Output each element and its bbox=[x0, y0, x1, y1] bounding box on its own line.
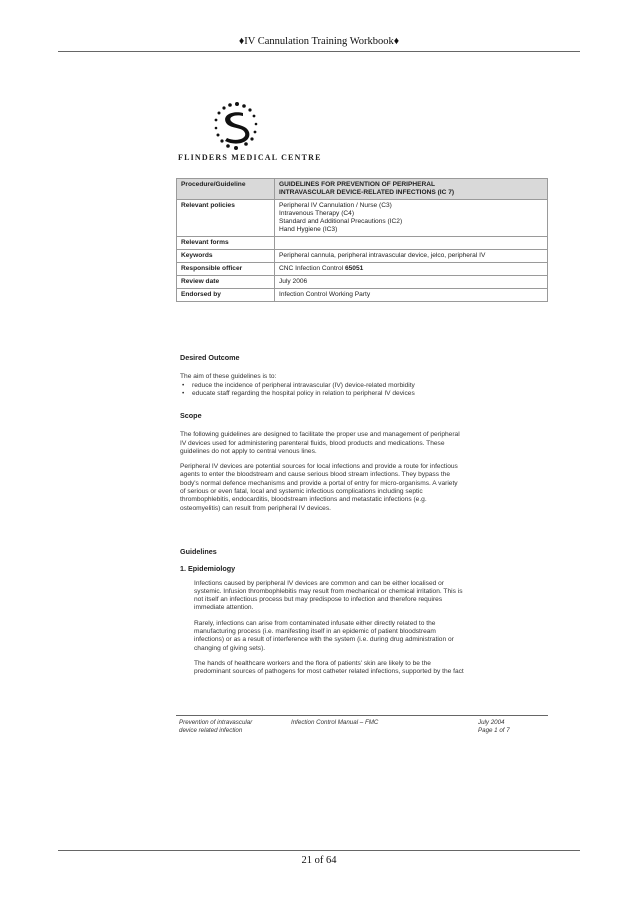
scope-para1-line: IV devices used for administering parenteral fluids, blood products and medications. These bbox=[180, 439, 445, 447]
policy-item: Intravenous Therapy (C4) bbox=[279, 210, 355, 217]
officer-label: Responsible officer bbox=[177, 263, 275, 276]
footer-right-line: July 2004 bbox=[478, 719, 505, 726]
scope-heading: Scope bbox=[180, 411, 202, 420]
list-item bbox=[180, 390, 548, 398]
scope-para2-line: Peripheral IV devices are potential sources for local infections and provide a route for infectious bbox=[180, 463, 458, 471]
guidelines-heading: Guidelines bbox=[180, 547, 217, 556]
epidemiology-heading: 1. Epidemiology bbox=[180, 564, 236, 574]
table-row bbox=[177, 237, 548, 250]
footer-left-line: Prevention of intravascular bbox=[179, 719, 253, 726]
table-row bbox=[177, 179, 548, 200]
procedure-line: INTRAVASCULAR DEVICE-RELATED INFECTIONS (IC 7) bbox=[279, 189, 455, 196]
policies-value bbox=[275, 200, 548, 237]
list-item bbox=[180, 382, 548, 390]
procedure-label: Procedure/Guideline bbox=[177, 179, 275, 200]
bullet-icon: • bbox=[182, 389, 185, 397]
scope-para2-line: osteomyelitis) can result from peripheral IV devices. bbox=[180, 504, 331, 512]
epidemiology-para1-line: systemic. Infusion thrombophlebitis may result from mechanical or chemical irritation. This is bbox=[194, 587, 463, 595]
keywords-label: Keywords bbox=[177, 250, 275, 263]
epidemiology-para2-line: manufacturing process (i.e. manifesting itself in an epidemic of patient bloodstream bbox=[194, 628, 436, 636]
footer-center: Infection Control Manual – FMC bbox=[291, 719, 379, 726]
epidemiology-para2-line: Rarely, infections can arise from contaminated infusate either directly related to the bbox=[194, 619, 436, 627]
bullet-text: educate staff regarding the hospital policy in relation to peripheral IV devices bbox=[192, 389, 415, 397]
policy-item: Peripheral IV Cannulation / Nurse (C3) bbox=[279, 202, 392, 209]
forms-label: Relevant forms bbox=[177, 237, 275, 250]
bullet-text: reduce the incidence of peripheral intravascular (IV) device-related morbidity bbox=[192, 381, 415, 389]
scope-para2-line: of serious or even fatal, local and systemic infectious complications including septic bbox=[180, 488, 423, 496]
review-label: Review date bbox=[177, 276, 275, 289]
desired-outcome-heading: Desired Outcome bbox=[180, 353, 240, 362]
epidemiology-body bbox=[180, 574, 548, 677]
officer-value bbox=[275, 263, 548, 276]
epidemiology-para3-line: The hands of healthcare workers and the flora of patients' skin are likely to be the bbox=[194, 659, 431, 667]
footer-left bbox=[179, 719, 252, 735]
officer-text: CNC Infection Control bbox=[279, 265, 345, 272]
desired-outcome-intro: The aim of these guidelines is to: bbox=[180, 373, 277, 381]
epidemiology-para1-line: not itself an infectious process but may predispose to infection and therefore requires bbox=[194, 596, 443, 604]
running-header: ♦IV Cannulation Training Workbook♦ bbox=[238, 36, 400, 47]
procedure-value bbox=[275, 179, 548, 200]
procedure-line: GUIDELINES FOR PREVENTION OF PERIPHERAL bbox=[279, 181, 436, 188]
scope-para2-line: agents to enter the bloodstream and cause serious blood stream infections. They bypass the bbox=[180, 471, 451, 479]
footer-right-line: Page 1 of 7 bbox=[478, 727, 510, 734]
organization-name: FLINDERS MEDICAL CENTRE bbox=[178, 153, 322, 162]
endorsed-label: Endorsed by bbox=[177, 289, 275, 302]
header-divider bbox=[58, 51, 580, 52]
bullet-icon: • bbox=[182, 381, 185, 389]
table-row bbox=[177, 276, 548, 289]
table-row bbox=[177, 250, 548, 263]
footer-divider bbox=[58, 850, 580, 851]
policies-label: Relevant policies bbox=[177, 200, 275, 237]
scope-para2-line: thrombophlebitis, endocarditis, bloodstream infections and metastatic infections (e.g. bbox=[180, 496, 427, 504]
flinders-logo-icon bbox=[210, 100, 262, 152]
epidemiology-para1-line: immediate attention. bbox=[194, 604, 254, 612]
page-number: 21 of 64 bbox=[301, 855, 337, 866]
scope-para1-line: The following guidelines are designed to facilitate the proper use and management of peripheral bbox=[180, 431, 460, 439]
footer-right bbox=[478, 719, 510, 735]
endorsed-value: Infection Control Working Party bbox=[275, 289, 548, 302]
scope-para1-line: guidelines do not apply to central venous lines. bbox=[180, 447, 317, 455]
scope-para2-line: body's normal defence mechanisms and provide a portal of entry for micro-organisms. A variety bbox=[180, 479, 458, 487]
keywords-value: Peripheral cannula, peripheral intravascular device, jelco, peripheral IV bbox=[275, 250, 548, 263]
epidemiology-para2-line: infections) or as a result of interference with the system (i.e. during drug administration or bbox=[194, 636, 454, 644]
guidelines-section bbox=[180, 548, 548, 677]
guideline-metadata-table bbox=[176, 178, 548, 302]
epidemiology-para3-line: predominant sources of pathogens for most catheter related infections, supported by the fact bbox=[194, 668, 464, 676]
policy-item: Hand Hygiene (IC3) bbox=[279, 226, 338, 233]
table-row bbox=[177, 289, 548, 302]
epidemiology-para2-line: changing of giving sets). bbox=[194, 644, 266, 652]
epidemiology-para1-line: Infections caused by peripheral IV devices are common and can be either localised or bbox=[194, 579, 444, 587]
review-value: July 2006 bbox=[275, 276, 548, 289]
footer-left-line: device related infection bbox=[179, 727, 243, 734]
policy-item: Standard and Additional Precautions (IC2) bbox=[279, 218, 403, 225]
forms-value bbox=[275, 237, 548, 250]
table-row bbox=[177, 263, 548, 276]
table-row bbox=[177, 200, 548, 237]
officer-number: 65051 bbox=[344, 265, 364, 272]
desired-outcome-section bbox=[180, 354, 548, 398]
scope-section bbox=[180, 412, 548, 513]
document-footer bbox=[176, 715, 548, 734]
